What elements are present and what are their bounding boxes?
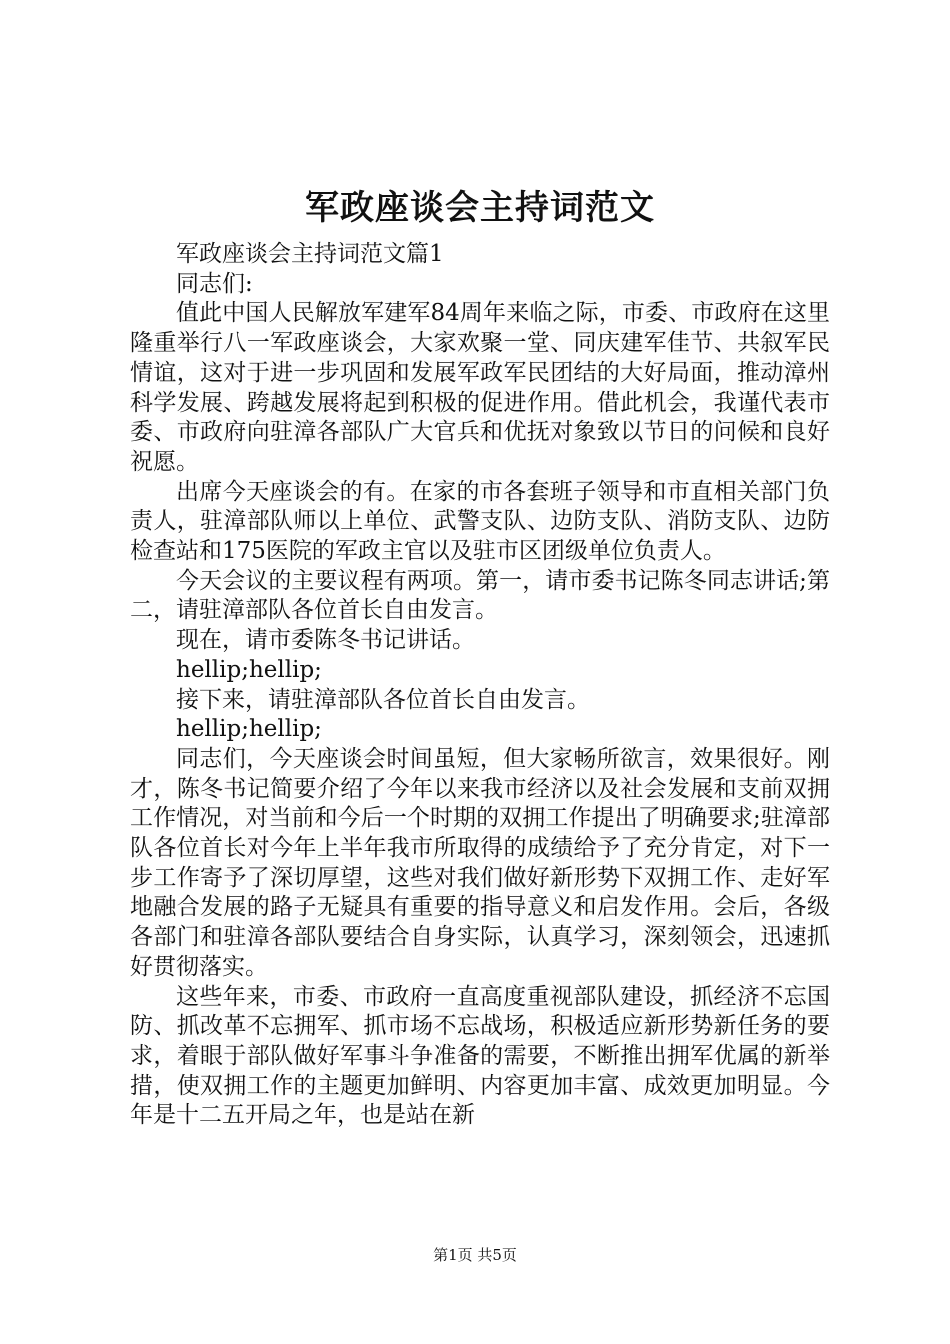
paragraph: 同志们，今天座谈会时间虽短，但大家畅所欲言，效果很好。刚才，陈冬书记简要介绍了今年以来我市经济以及社会发展和支前双拥工作情况，对当前和今后一个时期的双拥工作提出了明确要求;驻漳部队各位首长对今年上半年我市所取得的成绩给予了充分肯定，对下一步工作寄予了深切厚望，这些对我们做好新形势下双拥工作、走好军地融合发展的路子无疑具有重要的指导意义和启发作用。会后，各级各部门和驻漳各部队要结合自身实际，认真学习，深刻领会，迅速抓好贯彻落实。 <box>130 745 830 980</box>
paragraph: 现在，请市委陈冬书记讲话。 <box>176 627 475 654</box>
paragraph-salutation: 同志们: <box>176 270 253 297</box>
paragraph: 今天会议的主要议程有两项。第一，请市委书记陈冬同志讲话;第二，请驻漳部队各位首长自由发言。 <box>130 567 830 624</box>
paragraph: 值此中国人民解放军建军84周年来临之际，市委、市政府在这里隆重举行八一军政座谈会，大家欢聚一堂、同庆建军佳节、共叙军民情谊，这对于进一步巩固和发展军政军民团结的大好局面，推动漳州科学发展、跨越发展将起到积极的促进作用。借此机会，我谨代表市委、市政府向驻漳各部队广大官兵和优抚对象致以节日的问候和良好祝愿。 <box>130 300 830 475</box>
paragraph: 这些年来，市委、市政府一直高度重视部队建设，抓经济不忘国防、抓改革不忘拥军、抓市场不忘战场，积极适应新形势新任务的要求，着眼于部队做好军事斗争准备的需要，不断推出拥军优属的新举措，使双拥工作的主题更加鲜明、内容更加丰富、成效更加明显。今年是十二五开局之年，也是站在新 <box>130 983 830 1129</box>
document-body <box>130 240 830 1131</box>
paragraph-ellipsis: hellip;hellip; <box>176 656 322 683</box>
paragraph: 接下来，请驻漳部队各位首长自由发言。 <box>176 686 590 713</box>
paragraph-ellipsis: hellip;hellip; <box>176 716 322 743</box>
document-title: 军政座谈会主持词范文 <box>305 188 655 228</box>
paragraph: 出席今天座谈会的有。在家的市各套班子领导和市直相关部门负责人，驻漳部队师以上单位、武警支队、边防支队、消防支队、边防检查站和175医院的军政主官以及驻市区团级单位负责人。 <box>130 478 830 565</box>
page-number-footer: 第1页 共5页 <box>433 1246 517 1264</box>
paragraph-heading: 军政座谈会主持词范文篇1 <box>176 241 444 267</box>
